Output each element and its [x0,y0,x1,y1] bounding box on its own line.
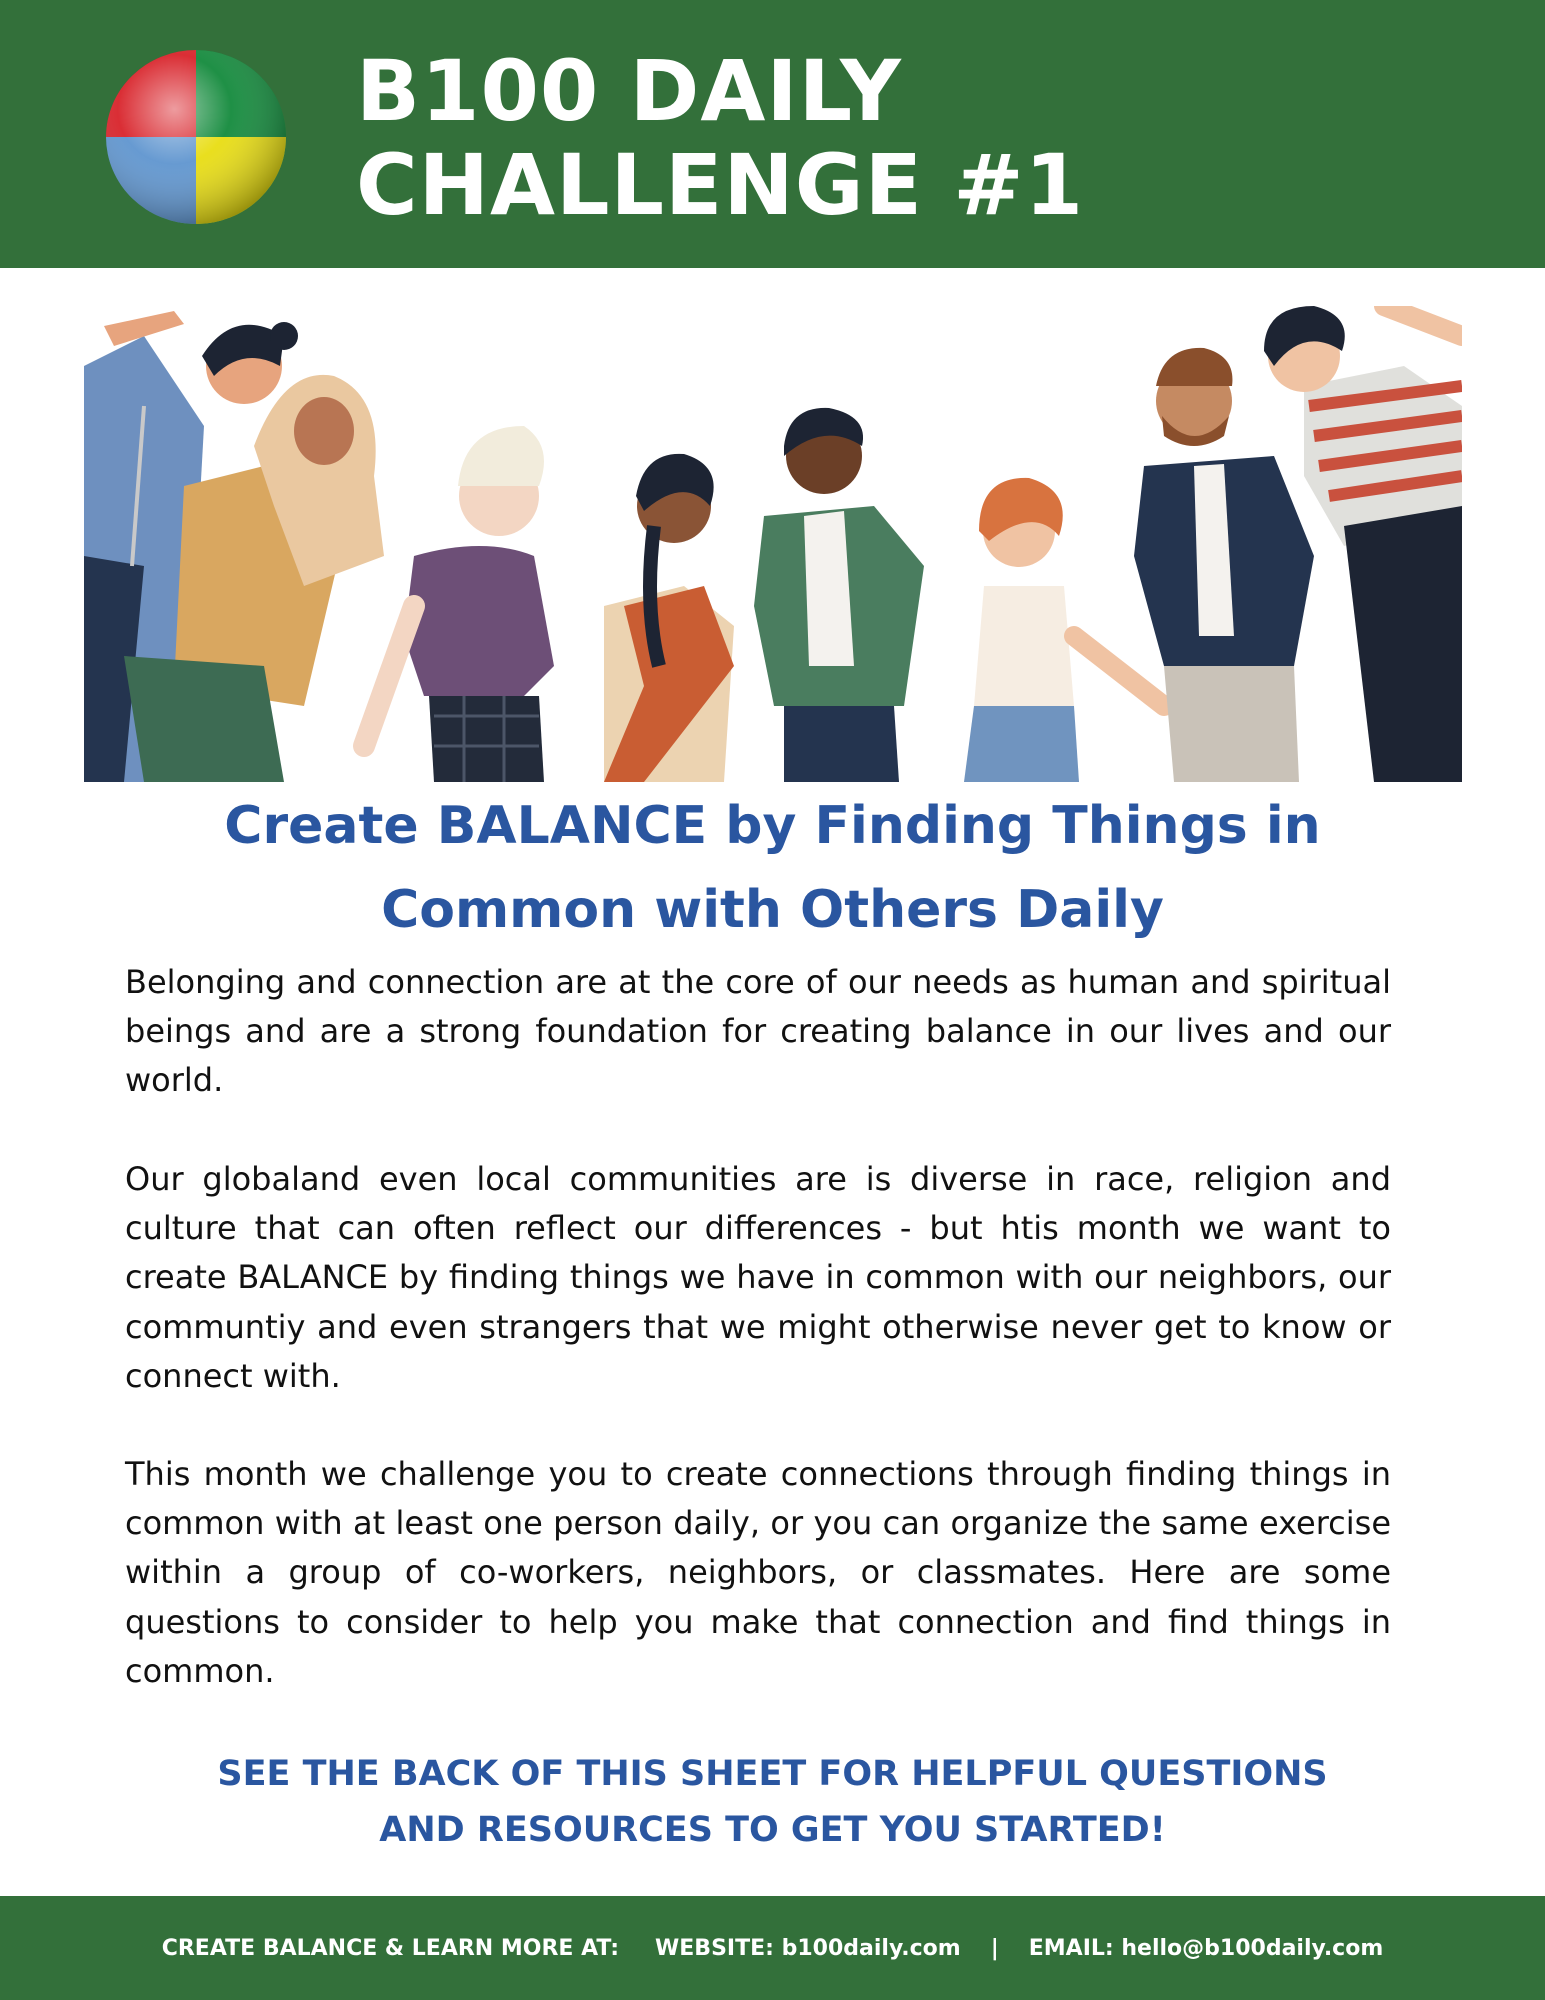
email-link[interactable]: EMAIL: hello@b100daily.com [1028,1935,1384,1961]
footer-separator: | [990,1935,999,1961]
footer-label: CREATE BALANCE & LEARN MORE AT: [161,1935,620,1961]
title-line-2: CHALLENGE #1 [356,136,1085,234]
diverse-group-holding-hands-illustration [84,306,1462,782]
body-paragraph-1: Belonging and connection are at the core of our needs as human and spiritual beings and are a strong foundation for creating balance in our lives and our world. [125,963,1391,1100]
title-line-1: B100 DAILY [356,42,902,140]
four-color-sphere-icon [104,48,288,226]
call-to-action [90,1746,1455,1858]
headline-line-1: Create BALANCE by Finding Things in [224,796,1321,856]
cta-line-1: SEE THE BACK OF THIS SHEET FOR HELPFUL QUESTIONS [217,1754,1328,1794]
website-link[interactable]: WEBSITE: b100daily.com [655,1935,961,1961]
person-sari [604,454,734,782]
cta-line-2: AND RESOURCES TO GET YOU STARTED! [379,1810,1166,1850]
person-navy-jacket [1134,348,1314,782]
header-banner [0,0,1545,268]
body-paragraph-3: This month we challenge you to create connections through finding things in common with at least one person daily, or you can organize the same exercise within a group of co-workers, neighbors, or classmates. Here are some questions to consider to help you make that connection and find things in common. [125,1455,1391,1690]
person-green-shirt [754,408,924,782]
headline [90,784,1455,952]
person-purple-shirt [364,426,554,782]
footer-bar [0,1896,1545,2000]
body-paragraph-2: Our globaland even local communities are is diverse in race, religion and culture that can often reflect our differences - but htis month we want to create BALANCE by finding things we have in common with our neighbors, our communtiy and even strangers that we might otherwise never get to know or connect with. [125,1160,1391,1395]
page-title [356,44,1456,232]
person-white-top [964,478,1164,782]
headline-line-2: Common with Others Daily [381,880,1164,940]
